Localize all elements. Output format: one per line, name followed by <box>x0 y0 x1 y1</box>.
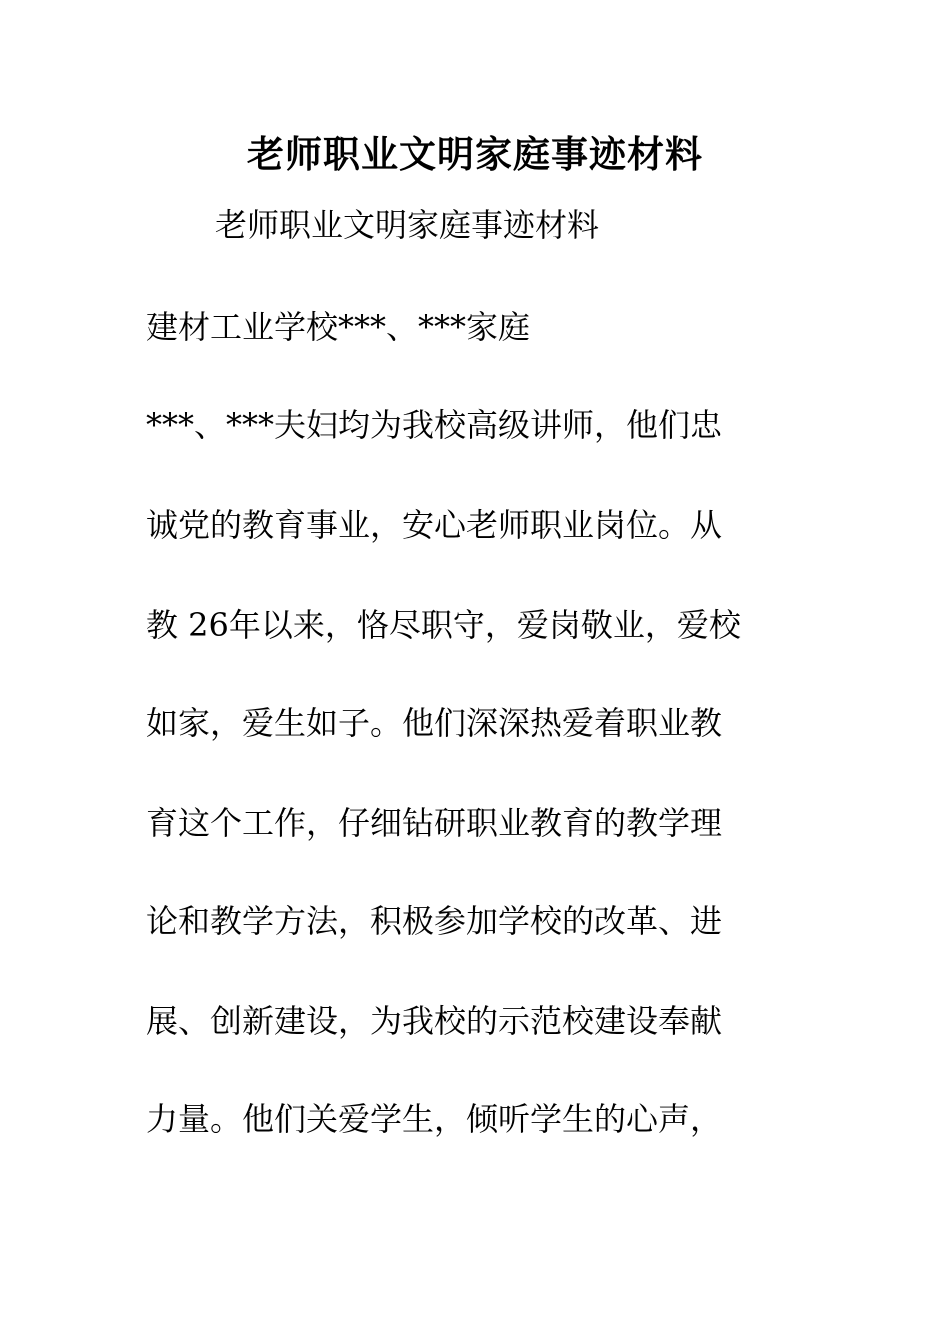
body-line: 教 26年以来，恪尽职守，爱岗敬业，爱校 <box>146 606 741 644</box>
body-line: 展、创新建设，为我校的示范校建设奉献 <box>146 1002 723 1040</box>
body-line: ***、***夫妇均为我校高级讲师，他们忠 <box>146 406 723 444</box>
body-line: 如家，爱生如子。他们深深热爱着职业教 <box>146 704 723 742</box>
body-line: 诚党的教育事业，安心老师职业岗位。从 <box>146 506 723 544</box>
document-subtitle: 老师职业文明家庭事迹材料 <box>215 206 600 244</box>
author-line: 建材工业学校***、***家庭 <box>146 308 531 346</box>
body-line: 力量。他们关爱学生，倾听学生的心声， <box>146 1100 723 1138</box>
document-title: 老师职业文明家庭事迹材料 <box>247 132 703 176</box>
body-line: 论和教学方法，积极参加学校的改革、进 <box>146 902 723 940</box>
body-line: 育这个工作，仔细钻研职业教育的教学理 <box>146 804 723 842</box>
